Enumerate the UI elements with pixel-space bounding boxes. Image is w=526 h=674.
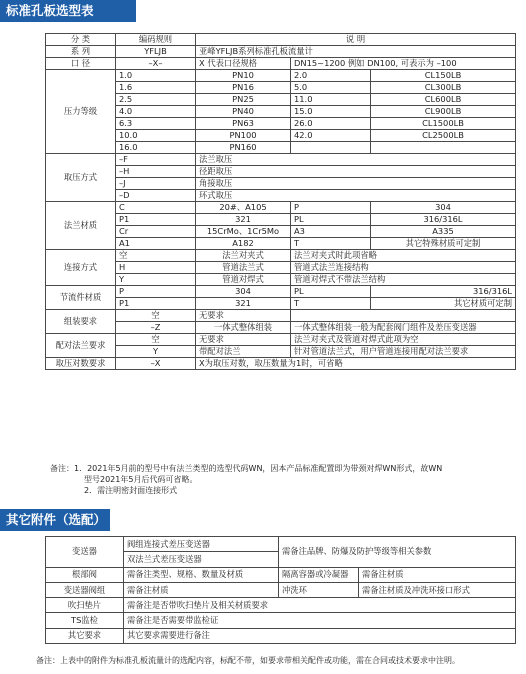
empty-cell: [371, 142, 516, 154]
conn-code: 空: [116, 250, 196, 262]
code-bore: –X–: [116, 58, 196, 70]
table-row: [46, 567, 516, 582]
header-code-rule: 编码规则: [116, 34, 196, 46]
table-header-row: [46, 34, 516, 46]
flange-code: A1: [116, 238, 196, 250]
table-row: [46, 70, 516, 82]
flange-material-2: 304: [371, 202, 516, 214]
row-series: [46, 46, 516, 58]
table-row: [46, 598, 516, 613]
flange-material: 20#、A105: [196, 202, 291, 214]
category-tap: 取压方式: [46, 154, 116, 202]
other-desc: 其它要求需要进行备注: [124, 628, 516, 643]
assembly-code: –Z: [116, 322, 196, 334]
flange-code: Cr: [116, 226, 196, 238]
accessory-other: 其它要求: [46, 628, 124, 643]
mating-code: 空: [116, 334, 196, 346]
flush-ring-desc: 需备注材质及冲洗环接口形式: [359, 582, 516, 597]
element-code: P: [116, 286, 196, 298]
accessory-purge-gasket: 吹扫垫片: [46, 598, 124, 613]
element-code: P1: [116, 298, 196, 310]
assembly-code: 空: [116, 310, 196, 322]
conn-code: Y: [116, 274, 196, 286]
table-row: [46, 346, 516, 358]
flange-code: C: [116, 202, 196, 214]
pressure-code-cl: 2.0: [291, 70, 371, 82]
tap-desc: 环式取压: [196, 190, 516, 202]
pressure-pn: PN25: [196, 94, 291, 106]
flange-code-2: A3: [291, 226, 371, 238]
accessory-valve-manifold: 变送器阀组: [46, 582, 124, 597]
pressure-class: CL300LB: [371, 82, 516, 94]
pressure-code: 4.0: [116, 106, 196, 118]
element-material-2: 316/316L: [371, 286, 516, 298]
pressure-code: 1.6: [116, 82, 196, 94]
pressure-pn: PN40: [196, 106, 291, 118]
tap-desc: 径距取压: [196, 166, 516, 178]
element-material: 321: [196, 298, 291, 310]
note-line: 型号2021年5月后代码可省略。: [84, 475, 198, 484]
table-row: [46, 262, 516, 274]
accessory-root-valve: 根部阀: [46, 567, 124, 582]
mating-desc: 法兰对夹式及管道对焊式此项为空: [291, 334, 516, 346]
table-row: [46, 118, 516, 130]
pressure-code: 16.0: [116, 142, 196, 154]
flange-material-2: 其它特殊材质可定制: [371, 238, 516, 250]
conn-type: 法兰对夹式: [196, 250, 291, 262]
table-row: [46, 142, 516, 154]
element-code-2: PL: [291, 286, 371, 298]
flange-material: A182: [196, 238, 291, 250]
table-row: [46, 310, 516, 322]
pressure-pn: PN63: [196, 118, 291, 130]
pressure-code-cl: 42.0: [291, 130, 371, 142]
assembly-type: 无要求: [196, 310, 291, 322]
conn-type: 管道对焊式: [196, 274, 291, 286]
isolation-vessel-desc: 需备注材质: [359, 567, 516, 582]
pressure-code-cl: 5.0: [291, 82, 371, 94]
pressure-pn: PN100: [196, 130, 291, 142]
element-material-2: 其它材质可定制: [371, 298, 516, 310]
table-row: [46, 178, 516, 190]
mating-type: 无要求: [196, 334, 291, 346]
accessory-isolation-vessel: 隔离容器或冷凝器: [279, 567, 359, 582]
note-line: 备注：1．2021年5月前的型号中有法兰类型的选型代码WN，因本产品标准配置即为带颈对焊WN形式，故WN: [50, 464, 443, 473]
flange-code-2: PL: [291, 214, 371, 226]
section-title-selection-table: 标准孔板选型表: [0, 0, 136, 22]
row-bore: [46, 58, 516, 70]
desc-bore-example: DN15~1200 例如 DN100, 可表示为 –100: [291, 58, 516, 70]
table-row: [46, 190, 516, 202]
category-element-material: 节流件材质: [46, 286, 116, 310]
table-row: [46, 322, 516, 334]
accessories-table: [45, 536, 516, 644]
pressure-code-cl: 15.0: [291, 106, 371, 118]
table-row: [46, 613, 516, 628]
table-row: [46, 130, 516, 142]
pressure-code-cl: 11.0: [291, 94, 371, 106]
mating-code: Y: [116, 346, 196, 358]
flange-material: 15CrMo、1Cr5Mo: [196, 226, 291, 238]
conn-type: 管道法兰式: [196, 262, 291, 274]
category-assembly: 组装要求: [46, 310, 116, 334]
tap-code: –F: [116, 154, 196, 166]
pressure-class: CL600LB: [371, 94, 516, 106]
tap-count-desc: X为取压对数，取压数量为1时，可省略: [196, 358, 516, 370]
pressure-pn: PN10: [196, 70, 291, 82]
tap-code: –D: [116, 190, 196, 202]
root-valve-desc: 需备注类型、规格、数量及材质: [124, 567, 279, 582]
code-series: YFLJB: [116, 46, 196, 58]
table-row: [46, 106, 516, 118]
table-row: [46, 250, 516, 262]
pressure-code: 1.0: [116, 70, 196, 82]
category-series: 系 列: [46, 46, 116, 58]
flange-material: 321: [196, 214, 291, 226]
table-row: [46, 94, 516, 106]
pressure-code-cl: 26.0: [291, 118, 371, 130]
transmitter-type: 阀组连接式差压变送器: [124, 537, 279, 552]
transmitter-type: 双法兰式差压变送器: [124, 552, 279, 567]
accessory-ts-inspection: TS监检: [46, 613, 124, 628]
table-row: [46, 202, 516, 214]
accessories-note: 备注：上表中的附件为标准孔板流量计的选配内容，标配不带，如要求带相关配件或功能，需在合同或技术要求中注明。: [36, 656, 460, 665]
empty-cell: [291, 310, 516, 322]
tap-code: –H: [116, 166, 196, 178]
flange-material-2: 316/316L: [371, 214, 516, 226]
category-bore: 口 径: [46, 58, 116, 70]
pressure-class: CL2500LB: [371, 130, 516, 142]
tap-code: –J: [116, 178, 196, 190]
table-row: [46, 166, 516, 178]
table-row: [46, 298, 516, 310]
desc-bore: X 代表口径规格: [196, 58, 291, 70]
row-tap-count: [46, 358, 516, 370]
pressure-class: CL900LB: [371, 106, 516, 118]
table-row: [46, 537, 516, 552]
flange-code-2: T: [291, 238, 371, 250]
table-row: [46, 82, 516, 94]
category-mating-flange: 配对法兰要求: [46, 334, 116, 358]
element-code-2: T: [291, 298, 371, 310]
table-row: [46, 628, 516, 643]
conn-code: H: [116, 262, 196, 274]
table-row: [46, 286, 516, 298]
table-row: [46, 238, 516, 250]
category-connection: 连接方式: [46, 250, 116, 286]
header-category: 分 类: [46, 34, 116, 46]
pressure-pn: PN160: [196, 142, 291, 154]
pressure-pn: PN16: [196, 82, 291, 94]
section-title-accessories: 其它附件（选配）: [0, 509, 110, 531]
pressure-code: 2.5: [116, 94, 196, 106]
desc-series: 亚峰YFLJB系列标准孔板流量计: [196, 46, 516, 58]
accessory-flush-ring: 冲洗环: [279, 582, 359, 597]
mating-type: 带配对法兰: [196, 346, 291, 358]
element-material: 304: [196, 286, 291, 298]
conn-desc: 管道式法兰连接结构: [291, 262, 516, 274]
tap-desc: 法兰取压: [196, 154, 516, 166]
assembly-type: 一体式整体组装: [196, 322, 291, 334]
valve-manifold-desc: 需备注材质: [124, 582, 279, 597]
category-tap-count: 取压对数要求: [46, 358, 116, 370]
category-pressure: 压力等级: [46, 70, 116, 154]
pressure-code: 6.3: [116, 118, 196, 130]
ts-inspection-desc: 需备注是否需要带监检证: [124, 613, 516, 628]
category-flange-material: 法兰材质: [46, 202, 116, 250]
empty-cell: [291, 142, 371, 154]
flange-code: P1: [116, 214, 196, 226]
conn-desc: 法兰对夹式时此项省略: [291, 250, 516, 262]
table-row: [46, 226, 516, 238]
mating-desc: 针对管道法兰式，用户管道连接用配对法兰要求: [291, 346, 516, 358]
flange-material-2: A335: [371, 226, 516, 238]
conn-desc: 管道对焊式不带法兰结构: [291, 274, 516, 286]
pressure-code: 10.0: [116, 130, 196, 142]
table-row: [46, 214, 516, 226]
flange-code-2: P: [291, 202, 371, 214]
table-row: [46, 154, 516, 166]
purge-gasket-desc: 需备注是否带吹扫垫片及相关材质要求: [124, 598, 516, 613]
transmitter-desc: 需备注品牌、防爆及防护等级等相关参数: [279, 537, 516, 568]
accessory-transmitter: 变送器: [46, 537, 124, 568]
tap-desc: 角接取压: [196, 178, 516, 190]
note-line: 2．需注明密封面连接形式: [84, 486, 178, 495]
pressure-class: CL150LB: [371, 70, 516, 82]
selection-table-note: [50, 463, 520, 496]
table-row: [46, 582, 516, 597]
table-row: [46, 274, 516, 286]
tap-count-code: –X: [116, 358, 196, 370]
header-description: 说 明: [196, 34, 516, 46]
pressure-class: CL1500LB: [371, 118, 516, 130]
table-row: [46, 334, 516, 346]
selection-table: [45, 33, 516, 370]
assembly-desc: 一体式整体组装一般为配套阀门组件及差压变送器: [291, 322, 516, 334]
